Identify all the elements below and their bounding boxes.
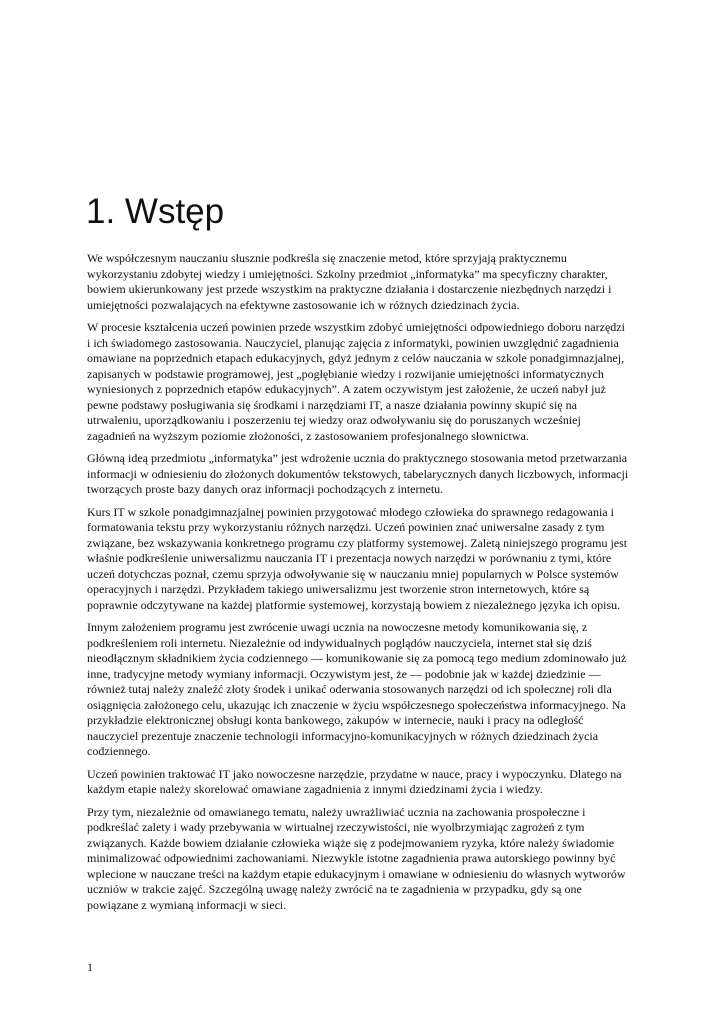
paragraph-line: Innym założeniem programu jest zwrócenie uwagi ucznia na nowoczesne metody komunikowania się, z — [87, 620, 588, 634]
body-paragraph — [87, 767, 647, 798]
paragraph-line: podkreśleniem roli internetu. Niezależnie od indywidualnych poglądów nauczyciela, internet stał się dziś — [87, 635, 592, 650]
paragraph-line: wykorzystaniu zdobytej wiedzy i umiejętności. Szkolny przedmiot „informatyka” ma specyficzny charakter, — [87, 266, 608, 281]
paragraph-line: właśnie podkreślenie uniwersalizmu nauczania IT i prezentacja nowych narzędzi w porównaniu z tymi, które — [87, 551, 612, 565]
paragraph-line: przykładzie elektronicznej obsługi konta bankowego, zakupów w internecie, nauki i pracy na odległość — [87, 713, 584, 727]
paragraph-line: podkreślać zalety i wady przebywania w wirtualnej rzeczywistości, nie wyolbrzymiając zagrożeń z tym — [87, 820, 585, 834]
body-paragraph — [87, 451, 647, 498]
paragraph-line: Główną ideą przedmiotu „informatyka” jest wdrożenie ucznia do praktycznego stosowania metod przetwarzania — [87, 451, 628, 465]
paragraph-line: związanych. Każde bowiem działanie człowieka wiąże się z podejmowaniem ryzyka, które należy świadomie — [87, 835, 615, 850]
paragraph-line: osiągnięcia założonego celu, ukazując ich znaczenie w życiu współczesnego społeczeństwa informacyjnego. Na — [87, 697, 626, 712]
paragraph-line: tworzących proste bazy danych oraz informacji pochodzących z internetu. — [87, 482, 444, 496]
paragraph-line: uczniów w trakcie zajęć. Szczególną uwagę należy zwrócić na te zagadnienia w przypadku, gdy są one — [87, 882, 582, 896]
paragraph-line: nauczyciel prezentuje znaczenie technologii informacyjno-komunikacyjnych w różnych dziedzinach życia — [87, 728, 599, 743]
paragraph-line: umiejętności pozwalających na efektywne zastosowanie ich w różnych dziedzinach życia. — [87, 297, 520, 312]
section-heading: 1. Wstęp — [86, 192, 225, 231]
paragraph-line: wyniesionych z poprzednich etapów edukacyjnych”. A zatem oczywistym jest założenie, że uczeń nabył już — [87, 382, 606, 396]
paragraph-line: pewne podstawy posługiwania się środkami i narzędziami IT, a nasze działania powinny skupić się na — [87, 397, 577, 412]
body-paragraph — [87, 320, 647, 444]
paragraph-line: W procesie kształcenia uczeń powinien przede wszystkim zdobyć umiejętności odpowiedniego doboru narzędzi — [87, 320, 625, 334]
paragraph-line: formatowania tekstu przy wykorzystaniu różnych narzędzi. Uczeń powinien znać uniwersalne zasady z tym — [87, 520, 605, 534]
paragraph-line: zapisanych w podstawie programowej, jest „pogłębianie wiedzy i rozwijanie umiejętności informatycznych — [87, 366, 604, 381]
paragraph-line: inne, tradycyjne metody wymiany informacji. Oczywistym jest, że — podobnie jak w każdej dziedzinie — — [87, 666, 601, 681]
paragraph-line: nieodłącznym składnikiem życia codziennego — komunikowanie się za pomocą tego medium zdominowało już — [87, 651, 627, 665]
paragraph-line: związane, bez wskazywania konkretnego programu czy platformy systemowej. Zaletą niniejszego programu jest — [87, 535, 628, 550]
paragraph-line: We współczesnym nauczaniu słusznie podkreśla się znaczenie metod, które sprzyjają praktycznemu — [87, 251, 567, 265]
paragraph-line: zagadnień na wyższym poziomie złożoności, z zastosowaniem profesjonalnego słownictwa. — [87, 428, 529, 443]
paragraph-line: Uczeń powinien traktować IT jako nowoczesne narzędzie, przydatne w nauce, pracy i wypoczynku. Dlatego na — [87, 766, 622, 781]
paragraph-line: codziennego. — [87, 744, 151, 758]
paragraph-line: i ich świadomego zastosowania. Nauczyciel, planując zajęcia z informatyki, powinien uwzględnić zagadnienia — [87, 335, 619, 350]
body-paragraph — [87, 805, 647, 914]
paragraph-line: omawiane na poprzednich etapach edukacyjnych, gdyż jednym z celów nauczania w szkole ponadgimnazjalnej, — [87, 351, 625, 365]
paragraph-line: operacyjnych i narzędzi. Przykładem takiego uniwersalizmu jest tworzenie stron internetowych, które są — [87, 582, 590, 596]
paragraph-line: minimalizować odpowiednimi zachowaniami. Niezwykle istotne zagadnienia prawa autorskiego powinny być — [87, 851, 616, 865]
paragraph-line: również tutaj należy znaleźć złoty środek i unikać oderwania stosowanych narzędzi od ich społecznej roli dla — [87, 682, 612, 696]
paragraph-line: utrwaleniu, uporządkowaniu i poszerzeniu tej wiedzy oraz odwoływaniu się do poruszanych wcześniej — [87, 413, 581, 427]
body-paragraph — [87, 620, 647, 760]
paragraph-line: Kurs IT w szkole ponadgimnazjalnej powinien przygotować młodego człowieka do sprawnego redagowania i — [87, 504, 614, 519]
paragraph-line: uczeń dotychczas poznał, czemu sprzyja odwoływanie się w nauczaniu mniej popularnych w Polsce systemów — [87, 566, 619, 581]
paragraph-line: każdym etapie należy skorelować omawiane zagadnienia z innymi dziedzinami życia i wiedzy. — [87, 782, 543, 796]
paragraph-line: bowiem ukierunkowany jest przede wszystkim na praktyczne działania i dostarczenie niezbędnych narzędzi i — [87, 282, 612, 296]
paragraph-line: informacji w odniesieniu do złożonych dokumentów tekstowych, tabelarycznych danych liczbowych, informacji — [87, 466, 629, 481]
paragraph-line: poprawnie odczytywane na każdej platformie systemowej, korzystają bowiem z niezależnego języka ich opisu. — [87, 597, 621, 612]
paragraph-line: Przy tym, niezależnie od omawianego tematu, należy uwrażliwiać ucznia na zachowania prospołeczne i — [87, 804, 586, 819]
body-paragraph — [87, 505, 647, 614]
body-paragraph — [87, 251, 647, 313]
page-number: 1 — [87, 960, 93, 974]
paragraph-line: wplecione w nauczane treści na każdym etapie edukacyjnym i omawiane w odniesieniu do własnych wytworów — [87, 866, 626, 881]
body-text — [87, 251, 647, 920]
paragraph-line: powiązane z wymianą informacji w sieci. — [87, 897, 287, 912]
